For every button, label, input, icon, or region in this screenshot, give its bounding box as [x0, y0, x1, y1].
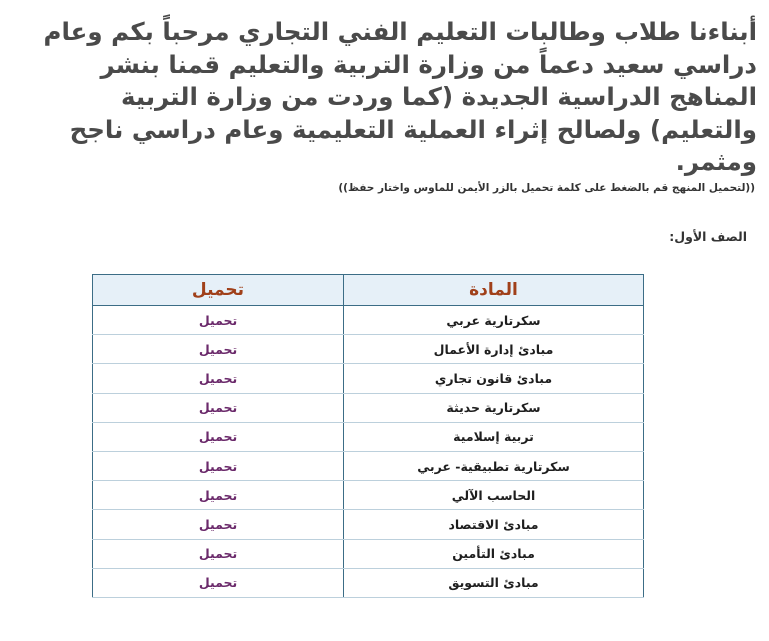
download-link[interactable]: تحميل — [198, 458, 238, 474]
download-link[interactable]: تحميل — [198, 487, 238, 503]
subject-cell: سكرتارية تطبيقية- عربي — [344, 451, 644, 480]
intro-paragraph: أبناءنا طلاب وطالبات التعليم الفني التجاري مرحباً بكم وعام دراسي سعيد دعماً من وزارة التربية والتعليم قمنا بنشر المناهج الدراسية الجديدة (كما وردت من وزارة التربية والتعليم) ولصالح إثراء العملية التعليمية وعام دراسي ناجح ومثمر. — [43, 17, 757, 176]
subject-cell: مبادئ إدارة الأعمال — [344, 335, 644, 364]
subject-cell: مبادئ قانون تجاري — [344, 364, 644, 393]
download-link[interactable]: تحميل — [198, 400, 238, 416]
subject-cell: الحاسب الآلي — [344, 481, 644, 510]
subject-column-header: المادة — [344, 275, 644, 306]
download-cell — [93, 335, 344, 364]
table-row — [93, 393, 644, 422]
table-row — [93, 510, 644, 539]
curriculum-table — [92, 274, 644, 598]
download-hint: ((لتحميل المنهج قم بالضغط على كلمة تحميل بالزر الأيمن للماوس واختار حفظ)) — [338, 182, 755, 194]
download-cell — [93, 539, 344, 568]
subject-cell: مبادئ التسويق — [344, 568, 644, 597]
table-row — [93, 335, 644, 364]
download-cell — [93, 422, 344, 451]
subject-cell: مبادئ التأمين — [344, 539, 644, 568]
download-column-header: تحميل — [93, 275, 344, 306]
table-row — [93, 422, 644, 451]
grade-label: الصف الأول: — [669, 229, 747, 244]
table-row — [93, 568, 644, 597]
table-row — [93, 364, 644, 393]
download-link[interactable]: تحميل — [198, 370, 238, 386]
table-row — [93, 481, 644, 510]
download-link[interactable]: تحميل — [198, 575, 238, 591]
download-cell — [93, 364, 344, 393]
download-link[interactable]: تحميل — [198, 341, 238, 357]
download-cell — [93, 510, 344, 539]
download-link[interactable]: تحميل — [198, 516, 238, 532]
download-cell — [93, 451, 344, 480]
download-cell — [93, 568, 344, 597]
subject-cell: سكرتارية حديثة — [344, 393, 644, 422]
table-row — [93, 306, 644, 335]
subject-cell: تربية إسلامية — [344, 422, 644, 451]
subject-cell: سكرتارية عربي — [344, 306, 644, 335]
subject-cell: مبادئ الاقتصاد — [344, 510, 644, 539]
table-row — [93, 451, 644, 480]
download-link[interactable]: تحميل — [198, 312, 238, 328]
table-header-row — [93, 275, 644, 306]
download-link[interactable]: تحميل — [198, 429, 238, 445]
download-cell — [93, 306, 344, 335]
download-link[interactable]: تحميل — [198, 546, 238, 562]
download-cell — [93, 393, 344, 422]
download-cell — [93, 481, 344, 510]
table-row — [93, 539, 644, 568]
